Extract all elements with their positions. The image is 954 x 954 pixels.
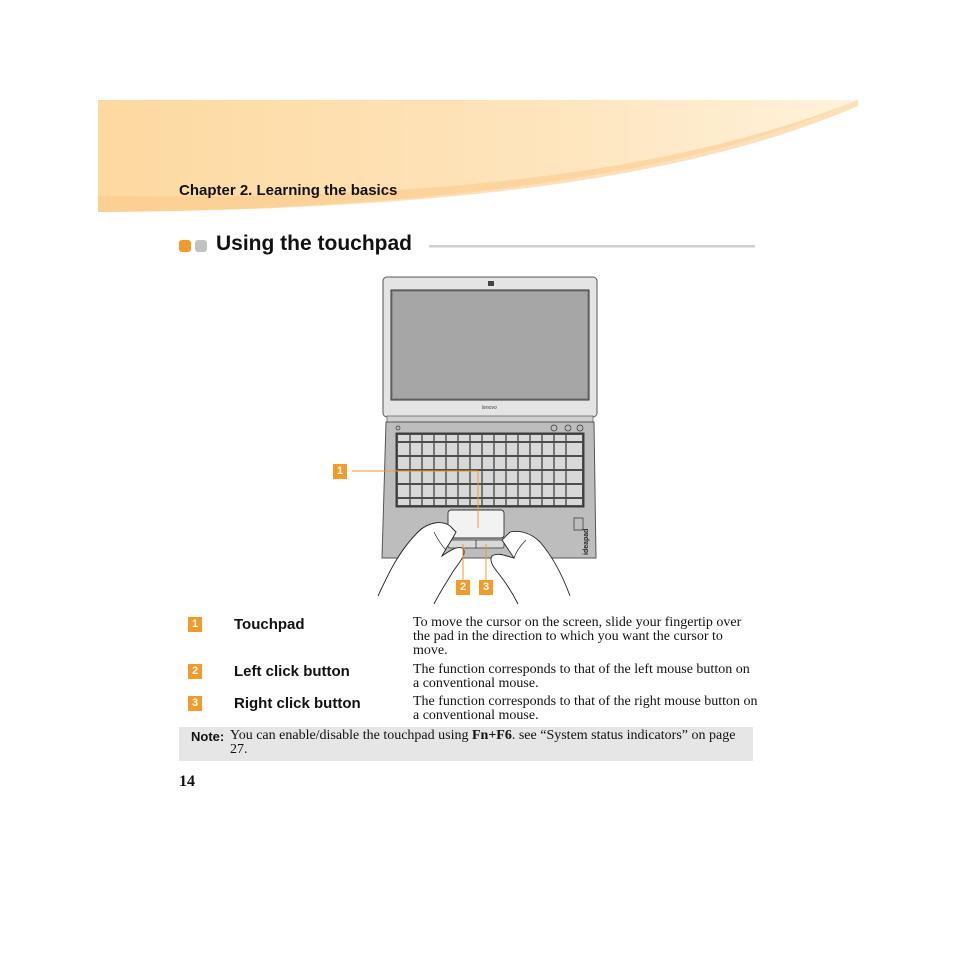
definition-term: Right click button xyxy=(234,695,361,712)
definition-term: Left click button xyxy=(234,663,350,680)
definition-row-right-click xyxy=(188,695,758,725)
section-marker-orange xyxy=(179,240,191,252)
callout-right-click: 3 xyxy=(479,580,493,595)
laptop-illustration xyxy=(330,270,620,610)
note-text-before: You can enable/disable the touchpad using xyxy=(230,728,472,743)
section-rule xyxy=(429,245,755,248)
section-title: Using the touchpad xyxy=(216,232,412,255)
note-box xyxy=(179,727,753,761)
chapter-title: Chapter 2. Learning the basics xyxy=(179,182,398,199)
callout-left-click: 2 xyxy=(456,580,470,595)
definition-description: The function corresponds to that of the right mouse button on a conventional mouse. xyxy=(413,694,758,723)
definition-number: 1 xyxy=(188,617,202,632)
definition-number: 3 xyxy=(188,696,202,711)
definition-row-left-click xyxy=(188,663,758,693)
definition-description: To move the cursor on the screen, slide your fingertip over the pad in the direction to which you want the cursor to move. xyxy=(413,615,742,658)
note-text xyxy=(230,729,745,757)
section-heading xyxy=(179,232,755,262)
side-brand-text: ideapad xyxy=(583,528,590,555)
definition-description: The function corresponds to that of the left mouse button on a conventional mouse. xyxy=(413,662,750,691)
note-label: Note: xyxy=(191,729,225,744)
page-number: 14 xyxy=(179,773,195,790)
callout-touchpad: 1 xyxy=(333,464,347,479)
section-marker-gray xyxy=(195,240,207,252)
laptop-brand-text: lenovo xyxy=(482,405,497,411)
note-keys: Fn+F6 xyxy=(471,728,512,743)
laptop-drawing xyxy=(330,270,620,610)
definition-row-touchpad xyxy=(188,616,758,662)
definition-term: Touchpad xyxy=(234,616,305,633)
note-text-after: . see “System status indicators” on page 27. xyxy=(230,728,736,757)
definition-number: 2 xyxy=(188,664,202,679)
